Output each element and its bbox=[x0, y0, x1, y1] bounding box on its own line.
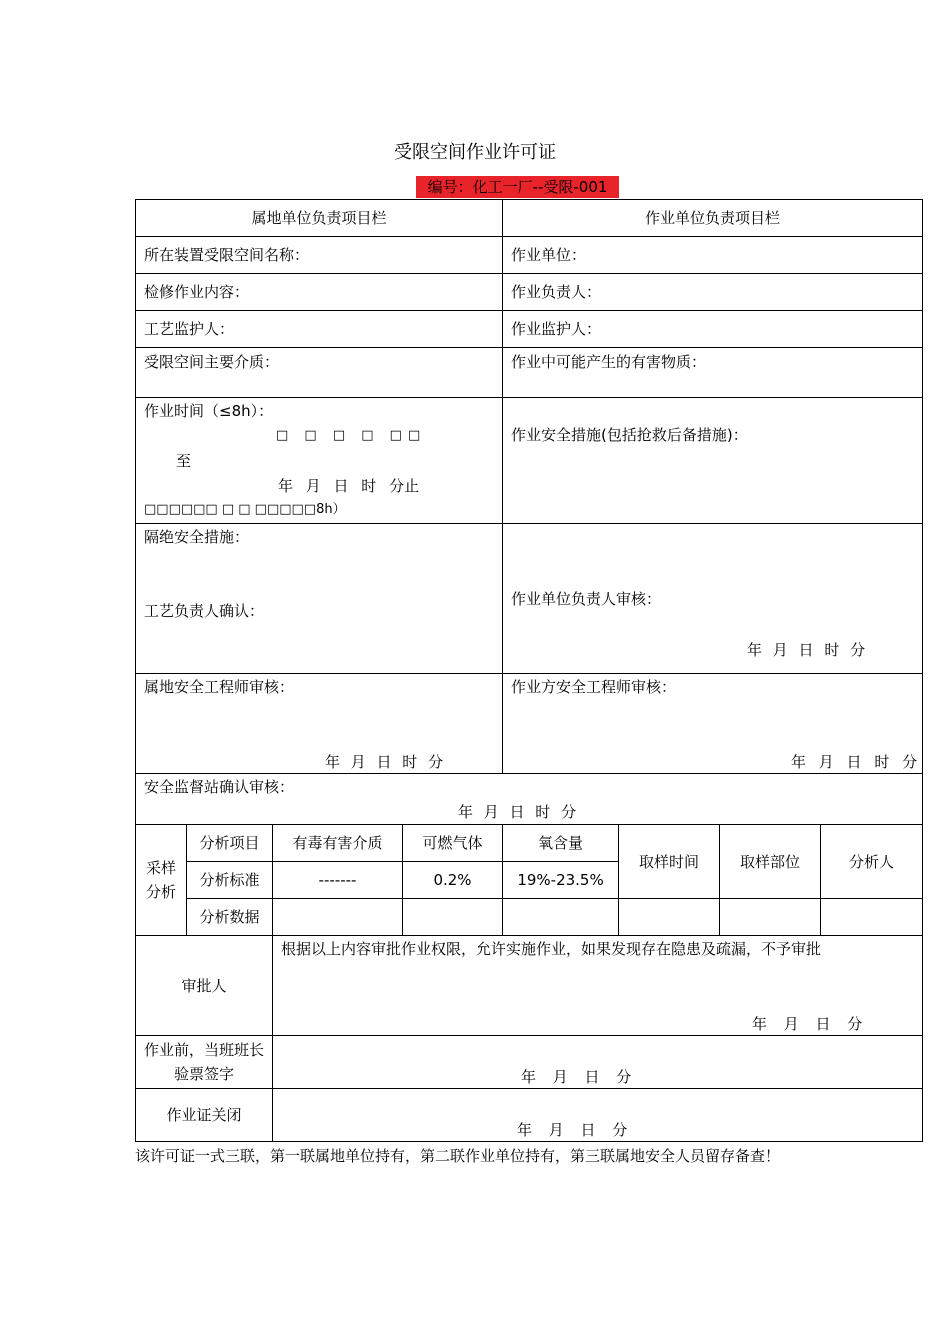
process-guardian-field[interactable]: 工艺监护人： bbox=[136, 311, 503, 348]
page-title: 受限空间作业许可证 bbox=[394, 142, 556, 163]
approver-text: 根据以上内容审批作业权限，允许实施作业，如果发现存在隐患及疏漏，不予审批 bbox=[281, 940, 822, 958]
permit-code: 编号：化工一厂--受限-001 bbox=[416, 176, 619, 198]
sampling-r0-c3: 氧含量 bbox=[503, 825, 619, 862]
combustible-data-cell[interactable] bbox=[403, 899, 503, 936]
sampling-r0-c2: 可燃气体 bbox=[403, 825, 503, 862]
toxic-data-cell[interactable] bbox=[273, 899, 403, 936]
safety-measures-field[interactable]: 作业安全措施(包括抢救后备措施)： bbox=[503, 398, 923, 524]
close-field[interactable] bbox=[273, 1089, 923, 1142]
work-time-end: 年 月 日 时 分止 bbox=[278, 477, 420, 495]
footer-note: 该许可证一式三联，第一联属地单位持有，第二联作业单位持有，第三联属地安全人员留存备查！ bbox=[135, 1147, 781, 1165]
isolation-field[interactable] bbox=[136, 524, 503, 674]
unit-review-field[interactable] bbox=[503, 524, 923, 674]
content-field[interactable]: 检修作业内容： bbox=[136, 274, 503, 311]
sample-time-header: 取样时间 bbox=[619, 825, 720, 899]
work-unit-field[interactable]: 作业单位： bbox=[503, 237, 923, 274]
header-left: 属地单位负责项目栏 bbox=[136, 200, 503, 237]
sampling-r1-c3: 19%-23.5% bbox=[503, 862, 619, 899]
sample-location-cell[interactable] bbox=[720, 899, 821, 936]
oxygen-data-cell[interactable] bbox=[503, 899, 619, 936]
permit-form bbox=[135, 199, 923, 1142]
local-engineer-label: 属地安全工程师审核： bbox=[144, 678, 295, 696]
sampling-r0-c1: 有毒有害介质 bbox=[273, 825, 403, 862]
analyst-header: 分析人 bbox=[821, 825, 923, 899]
work-engineer-date: 年 月 日 时 分 bbox=[791, 753, 918, 771]
close-label: 作业证关闭 bbox=[136, 1089, 273, 1142]
sample-location-header: 取样部位 bbox=[720, 825, 821, 899]
space-name-field[interactable]: 所在装置受限空间名称： bbox=[136, 237, 503, 274]
isolation-label: 隔绝安全措施： bbox=[144, 528, 250, 546]
sampling-r0-c0: 分析项目 bbox=[187, 825, 273, 862]
approver-field[interactable] bbox=[273, 936, 923, 1036]
work-guardian-field[interactable]: 作业监护人： bbox=[503, 311, 923, 348]
work-engineer-field[interactable] bbox=[503, 674, 923, 774]
local-engineer-date: 年 月 日 时 分 bbox=[325, 753, 444, 771]
unit-review-date: 年 月 日 时 分 bbox=[747, 641, 866, 659]
work-time-note: □□□□□□ □ □ □□□□□8h） bbox=[144, 502, 346, 517]
work-engineer-label: 作业方安全工程师审核： bbox=[511, 678, 677, 696]
work-time-to: 至 bbox=[176, 452, 192, 470]
work-time-field[interactable] bbox=[136, 398, 503, 524]
station-date: 年 月 日 时 分 bbox=[458, 803, 577, 821]
work-time-label: 作业时间（≤8h）： bbox=[144, 402, 274, 420]
unit-review-label: 作业单位负责人审核： bbox=[511, 590, 662, 608]
station-field[interactable] bbox=[136, 774, 923, 825]
close-date: 年 月 日 分 bbox=[517, 1121, 628, 1139]
header-right: 作业单位负责项目栏 bbox=[503, 200, 923, 237]
hazards-field[interactable]: 作业中可能产生的有害物质： bbox=[503, 348, 923, 398]
work-leader-field[interactable]: 作业负责人： bbox=[503, 274, 923, 311]
sampling-r1-c0: 分析标准 bbox=[187, 862, 273, 899]
pre-check-label: 作业前，当班班长验票签字 bbox=[136, 1036, 273, 1089]
local-engineer-field[interactable] bbox=[136, 674, 503, 774]
process-confirm-label: 工艺负责人确认： bbox=[144, 602, 265, 620]
sampling-label: 采样 分析 bbox=[136, 825, 187, 936]
sampling-r1-c1: ------- bbox=[273, 862, 403, 899]
sampling-r2-c0: 分析数据 bbox=[187, 899, 273, 936]
pre-check-date: 年 月 日 分 bbox=[521, 1068, 632, 1086]
analyst-cell[interactable] bbox=[821, 899, 923, 936]
pre-check-field[interactable] bbox=[273, 1036, 923, 1089]
sample-time-cell[interactable] bbox=[619, 899, 720, 936]
approver-date: 年 月 日 分 bbox=[752, 1015, 863, 1033]
approver-label: 审批人 bbox=[136, 936, 273, 1036]
medium-field[interactable]: 受限空间主要介质： bbox=[136, 348, 503, 398]
work-time-start: □ □ □ □ □□ bbox=[276, 428, 427, 443]
sampling-r1-c2: 0.2% bbox=[403, 862, 503, 899]
station-label: 安全监督站确认审核： bbox=[144, 778, 295, 796]
